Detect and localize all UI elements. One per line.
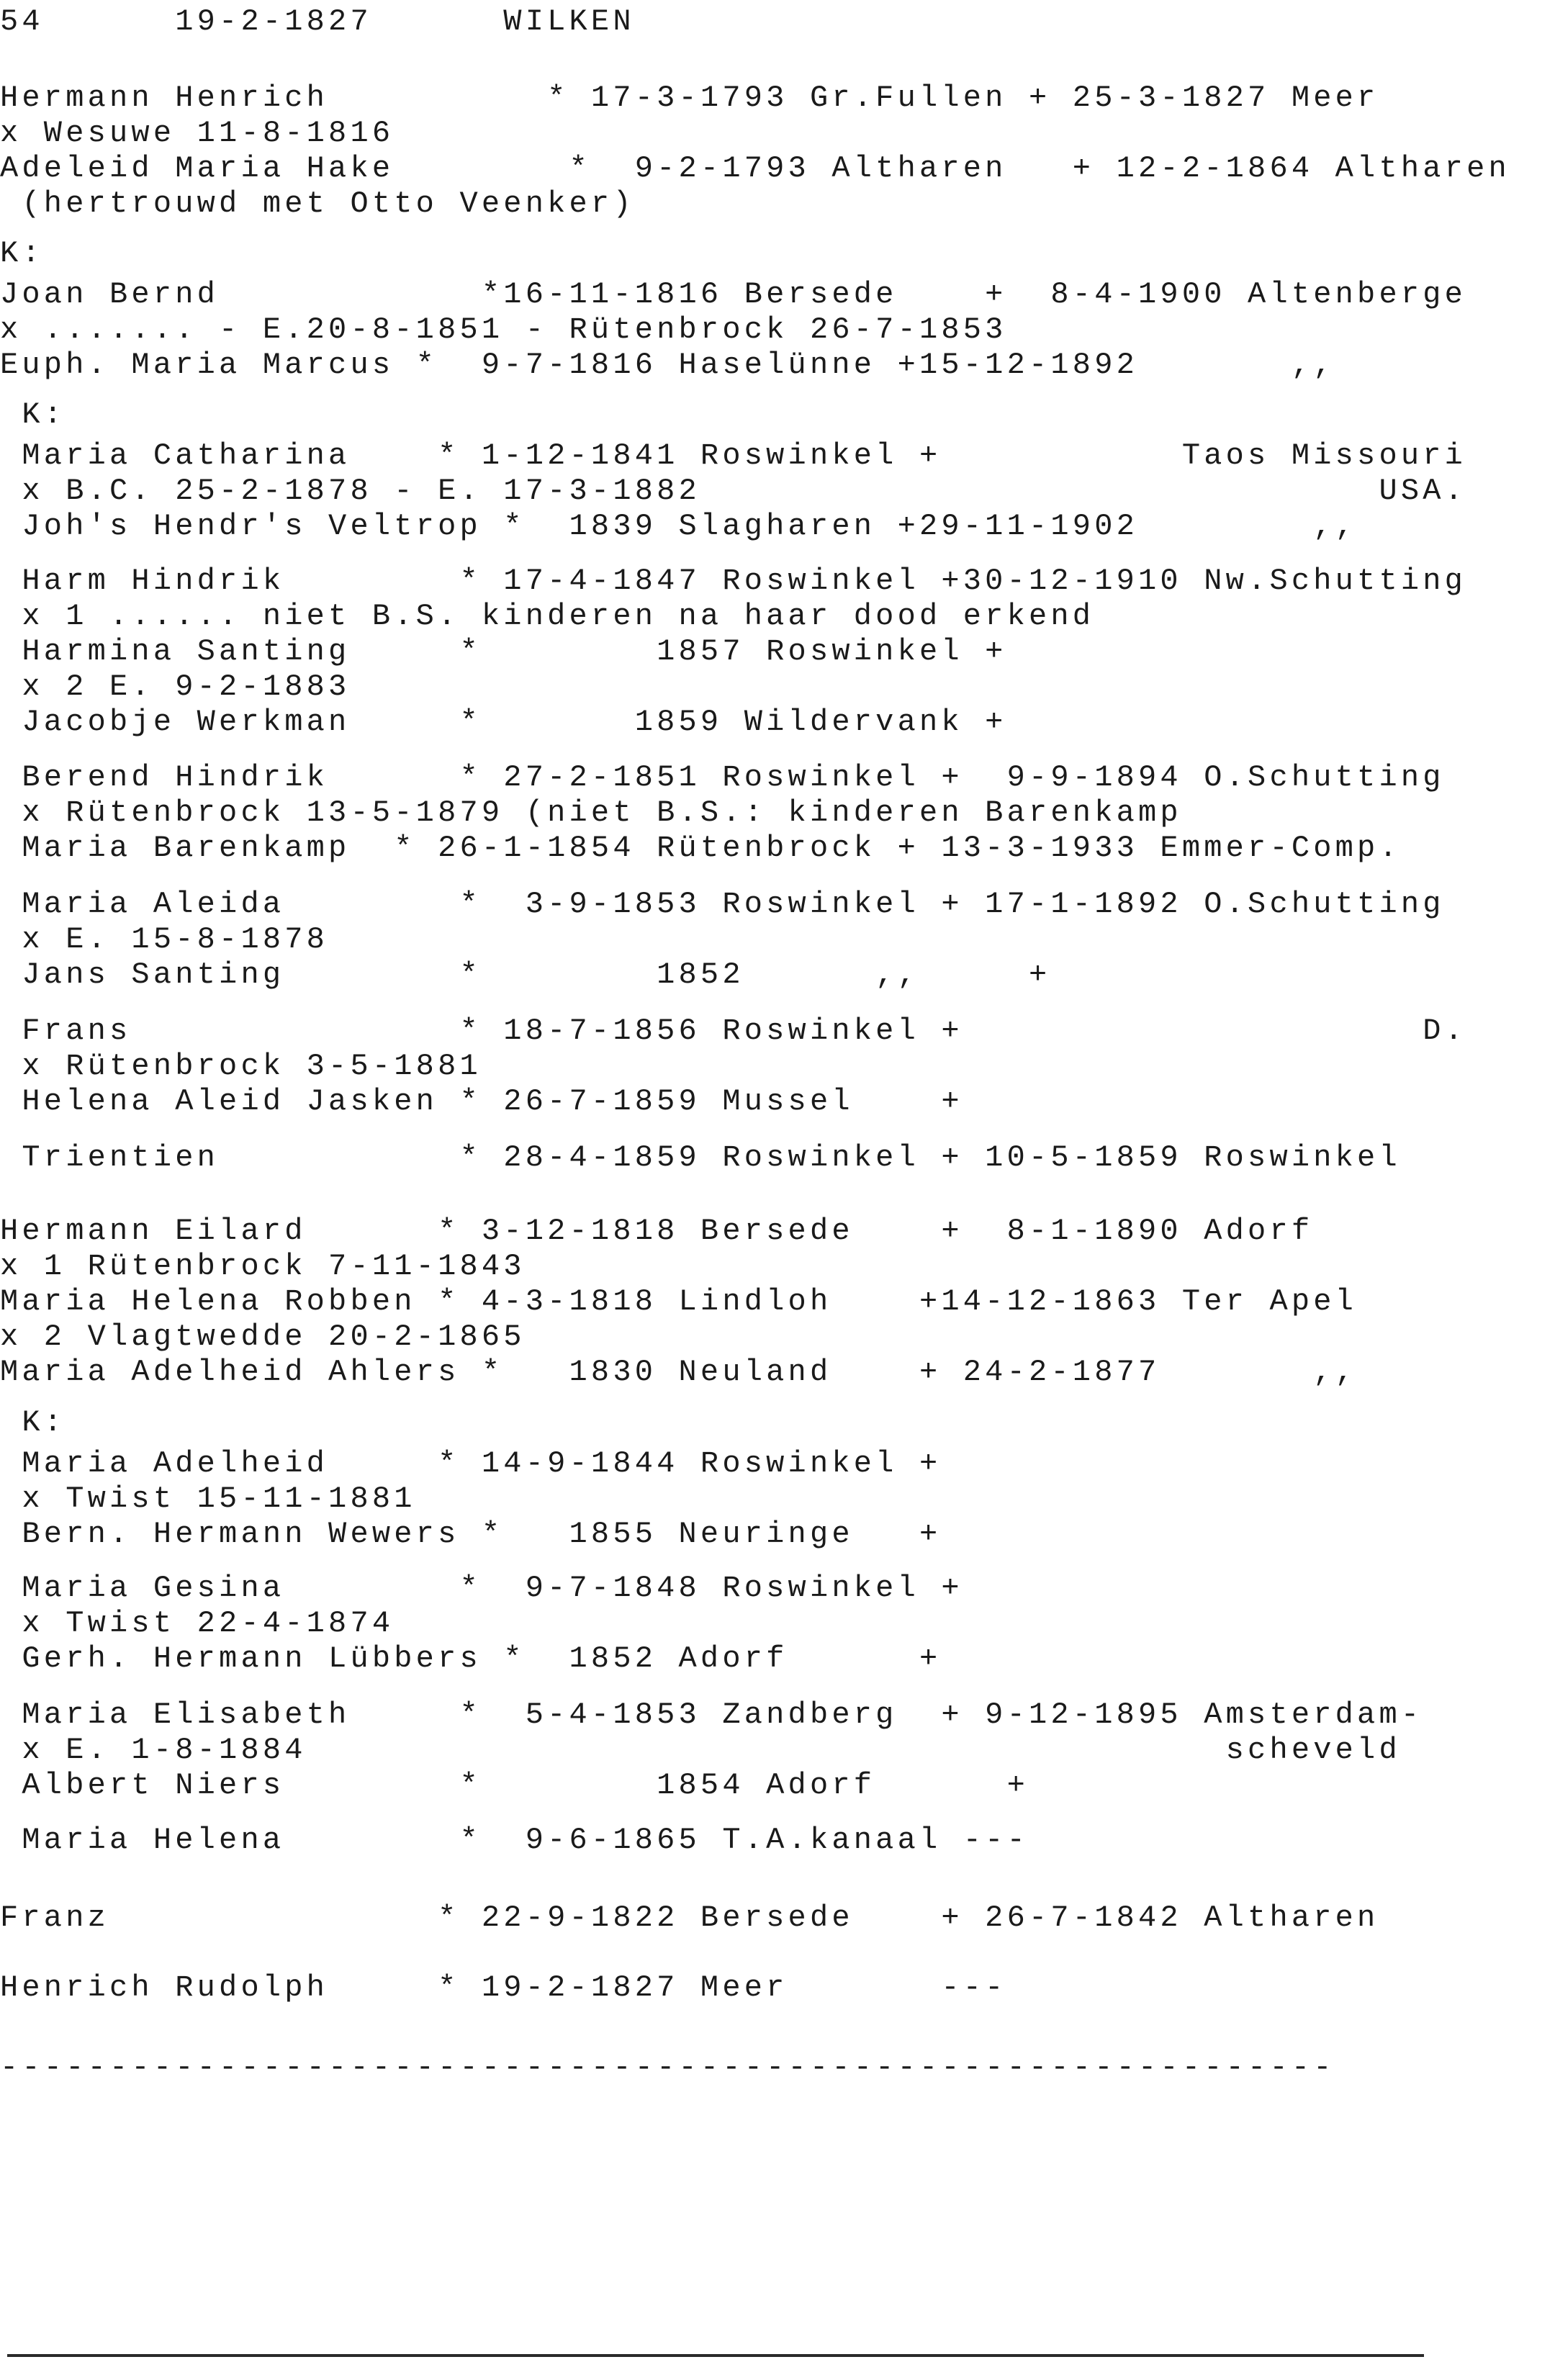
record-line: Maria Adelheid Ahlers * 1830 Neuland + 24-2-1877 ,, <box>0 1355 1358 1389</box>
record-line: Henrich Rudolph * 19-2-1827 Meer --- <box>0 1970 1007 2005</box>
record-line: Hermann Eilard * 3-12-1818 Bersede + 8-1-1890 Adorf <box>0 1214 1314 1248</box>
record-line: Jacobje Werkman * 1859 Wildervank + <box>0 705 1007 739</box>
record-line: Harmina Santing * 1857 Roswinkel + <box>0 634 1007 669</box>
record-line: Maria Barenkamp * 26-1-1854 Rütenbrock + 13-3-1933 Emmer-Comp. <box>0 831 1401 865</box>
children-label: K: <box>0 1405 66 1440</box>
children-label: K: <box>0 236 44 271</box>
dashed-separator: ------------------------------------------------------------- <box>0 2050 1335 2085</box>
record-line: x B.C. 25-2-1878 - E. 17-3-1882 USA. <box>0 474 1467 508</box>
record-line: Albert Niers * 1854 Adorf + <box>0 1768 1029 1803</box>
record-line: Maria Helena * 9-6-1865 T.A.kanaal --- <box>0 1823 1029 1857</box>
record-line: Berend Hindrik * 27-2-1851 Roswinkel + 9-9-1894 O.Schutting <box>0 760 1445 795</box>
record-line: Maria Helena Robben * 4-3-1818 Lindloh +14-12-1863 Ter Apel <box>0 1284 1358 1319</box>
page-header: 54 19-2-1827 WILKEN <box>0 4 635 39</box>
record-line: x 2 E. 9-2-1883 <box>0 670 351 704</box>
record-line: x Twist 15-11-1881 <box>0 1482 416 1516</box>
bottom-rule <box>7 2354 1424 2357</box>
record-line: x Wesuwe 11-8-1816 <box>0 116 395 150</box>
record-line: Joh's Hendr's Veltrop * 1839 Slagharen +29-11-1902 ,, <box>0 509 1358 544</box>
record-line: (hertrouwd met Otto Veenker) <box>0 186 635 221</box>
record-line: Helena Aleid Jasken * 26-7-1859 Mussel + <box>0 1084 963 1119</box>
record-line: x E. 1-8-1884 scheveld <box>0 1733 1401 1767</box>
record-line: Gerh. Hermann Lübbers * 1852 Adorf + <box>0 1641 942 1676</box>
record-line: x 1 ...... niet B.S. kinderen na haar dood erkend <box>0 599 1095 634</box>
record-line: x ....... - E.20-8-1851 - Rütenbrock 26-7-1853 <box>0 312 1007 347</box>
record-line: Bern. Hermann Wewers * 1855 Neuringe + <box>0 1517 942 1551</box>
children-label: K: <box>0 397 66 432</box>
record-line: x Rütenbrock 13-5-1879 (niet B.S.: kinderen Barenkamp <box>0 795 1182 830</box>
record-line: Joan Bernd *16-11-1816 Bersede + 8-4-1900 Altenberge <box>0 277 1467 312</box>
record-line: Jans Santing * 1852 ,, + <box>0 957 1051 992</box>
record-line: x E. 15-8-1878 <box>0 922 329 957</box>
record-line: Maria Elisabeth * 5-4-1853 Zandberg + 9-12-1895 Amsterdam- <box>0 1698 1423 1732</box>
record-line: Frans * 18-7-1856 Roswinkel + D. <box>0 1014 1467 1048</box>
record-line: Maria Aleida * 3-9-1853 Roswinkel + 17-1-1892 O.Schutting <box>0 887 1445 921</box>
record-line: x 1 Rütenbrock 7-11-1843 <box>0 1249 526 1284</box>
record-line: Maria Catharina * 1-12-1841 Roswinkel + Taos Missouri <box>0 438 1467 473</box>
record-line: Adeleid Maria Hake * 9-2-1793 Altharen + 12-2-1864 Altharen <box>0 151 1510 186</box>
record-line: x 2 Vlagtwedde 20-2-1865 <box>0 1320 526 1354</box>
record-line: x Twist 22-4-1874 <box>0 1606 395 1641</box>
record-line: x Rütenbrock 3-5-1881 <box>0 1049 482 1083</box>
record-line: Franz * 22-9-1822 Bersede + 26-7-1842 Altharen <box>0 1901 1379 1935</box>
record-line: Euph. Maria Marcus * 9-7-1816 Haselünne +15-12-1892 ,, <box>0 348 1335 382</box>
record-line: Hermann Henrich * 17-3-1793 Gr.Fullen + 25-3-1827 Meer <box>0 81 1379 115</box>
record-line: Maria Gesina * 9-7-1848 Roswinkel + <box>0 1571 963 1605</box>
record-line: Maria Adelheid * 14-9-1844 Roswinkel + <box>0 1446 942 1481</box>
record-line: Harm Hindrik * 17-4-1847 Roswinkel +30-12-1910 Nw.Schutting <box>0 564 1467 598</box>
record-line: Trientien * 28-4-1859 Roswinkel + 10-5-1859 Roswinkel <box>0 1140 1401 1175</box>
